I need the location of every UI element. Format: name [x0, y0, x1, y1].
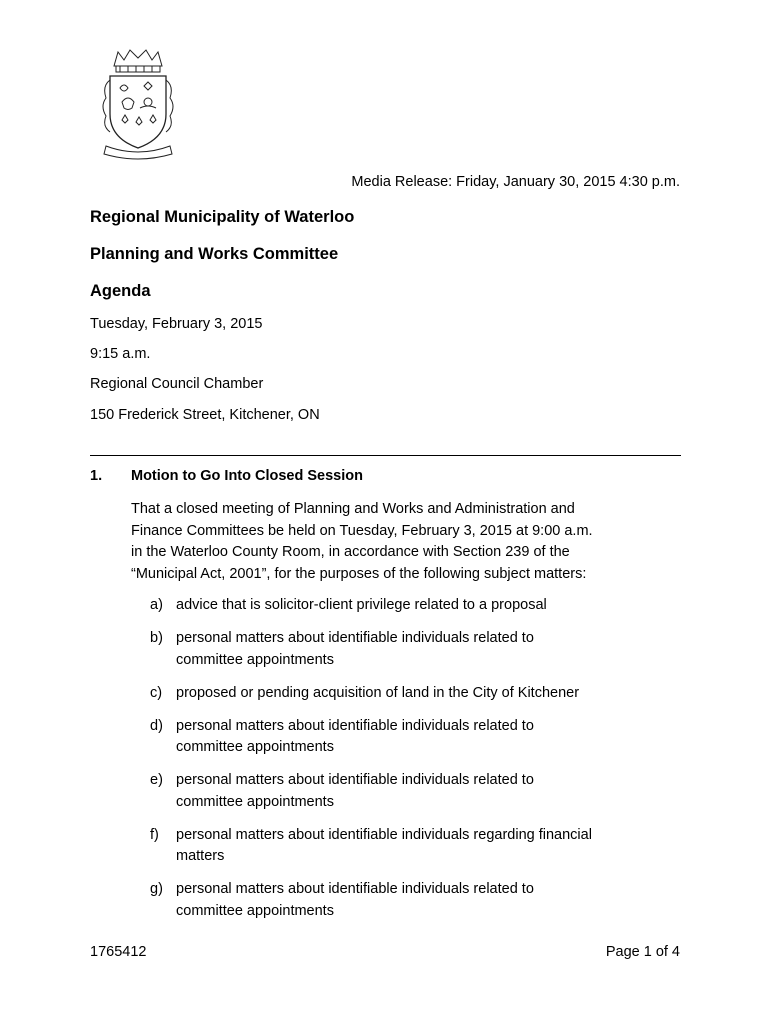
- list-item-letter: g): [150, 881, 163, 897]
- meeting-date: Tuesday, February 3, 2015: [90, 316, 263, 332]
- meeting-address: 150 Frederick Street, Kitchener, ON: [90, 407, 320, 423]
- motion-paragraph: [131, 499, 631, 585]
- list-item-line: personal matters about identifiable individuals related to: [176, 630, 534, 646]
- organization-heading: Regional Municipality of Waterloo: [90, 208, 355, 226]
- subject-matters-list: [150, 595, 630, 934]
- motion-line: “Municipal Act, 2001”, for the purposes of the following subject matters:: [131, 565, 587, 582]
- list-item-line: personal matters about identifiable individuals related to: [176, 881, 534, 897]
- list-item-letter: c): [150, 684, 163, 701]
- list-item-letter: d): [150, 717, 163, 734]
- motion-line: That a closed meeting of Planning and Works and Administration and: [131, 501, 575, 517]
- motion-line: in the Waterloo County Room, in accordance with Section 239 of the: [131, 544, 570, 560]
- motion-line: Finance Committees be held on Tuesday, February 3, 2015 at 9:00 a.m.: [131, 522, 593, 539]
- list-item-line: personal matters about identifiable individuals related to: [176, 772, 534, 788]
- list-item-text: [176, 770, 630, 813]
- list-item: [150, 770, 630, 813]
- agenda-item-title: Motion to Go Into Closed Session: [131, 468, 363, 484]
- list-item: [150, 825, 630, 868]
- list-item-letter: a): [150, 597, 163, 613]
- list-item: [150, 879, 630, 922]
- list-item-line: committee appointments: [176, 739, 334, 755]
- list-item-line: proposed or pending acquisition of land in the City of Kitchener: [176, 684, 580, 701]
- list-item: [150, 628, 630, 671]
- list-item-text: [176, 595, 630, 617]
- list-item: [150, 716, 630, 759]
- section-divider: [90, 455, 681, 456]
- document-number: 1765412: [90, 944, 147, 960]
- meeting-time: 9:15 a.m.: [90, 346, 151, 362]
- agenda-item-number: 1.: [90, 468, 103, 484]
- page-number: Page 1 of 4: [605, 944, 680, 960]
- list-item-line: matters: [176, 848, 225, 864]
- list-item: [150, 595, 630, 617]
- committee-heading: Planning and Works Committee: [90, 245, 339, 263]
- list-item-letter: e): [150, 772, 163, 788]
- list-item-line: committee appointments: [176, 793, 334, 810]
- list-item-line: committee appointments: [176, 651, 334, 668]
- list-item-line: advice that is solicitor-client privilege related to a proposal: [176, 597, 547, 613]
- meeting-location: Regional Council Chamber: [90, 376, 264, 392]
- coat-of-arms-icon: [100, 46, 176, 162]
- list-item-text: [176, 628, 630, 671]
- list-item-line: personal matters about identifiable individuals regarding financial: [176, 826, 592, 843]
- list-item-text: [176, 825, 630, 868]
- list-item-text: [176, 683, 630, 705]
- list-item-line: personal matters about identifiable individuals related to: [176, 717, 534, 734]
- list-item: [150, 683, 630, 705]
- list-item-line: committee appointments: [176, 902, 334, 919]
- list-item-text: [176, 879, 630, 922]
- list-item-text: [176, 716, 630, 759]
- list-item-letter: b): [150, 630, 163, 646]
- list-item-letter: f): [150, 826, 159, 843]
- media-release-line: Media Release: Friday, January 30, 2015 4:30 p.m.: [351, 174, 680, 190]
- agenda-heading: Agenda: [90, 282, 151, 300]
